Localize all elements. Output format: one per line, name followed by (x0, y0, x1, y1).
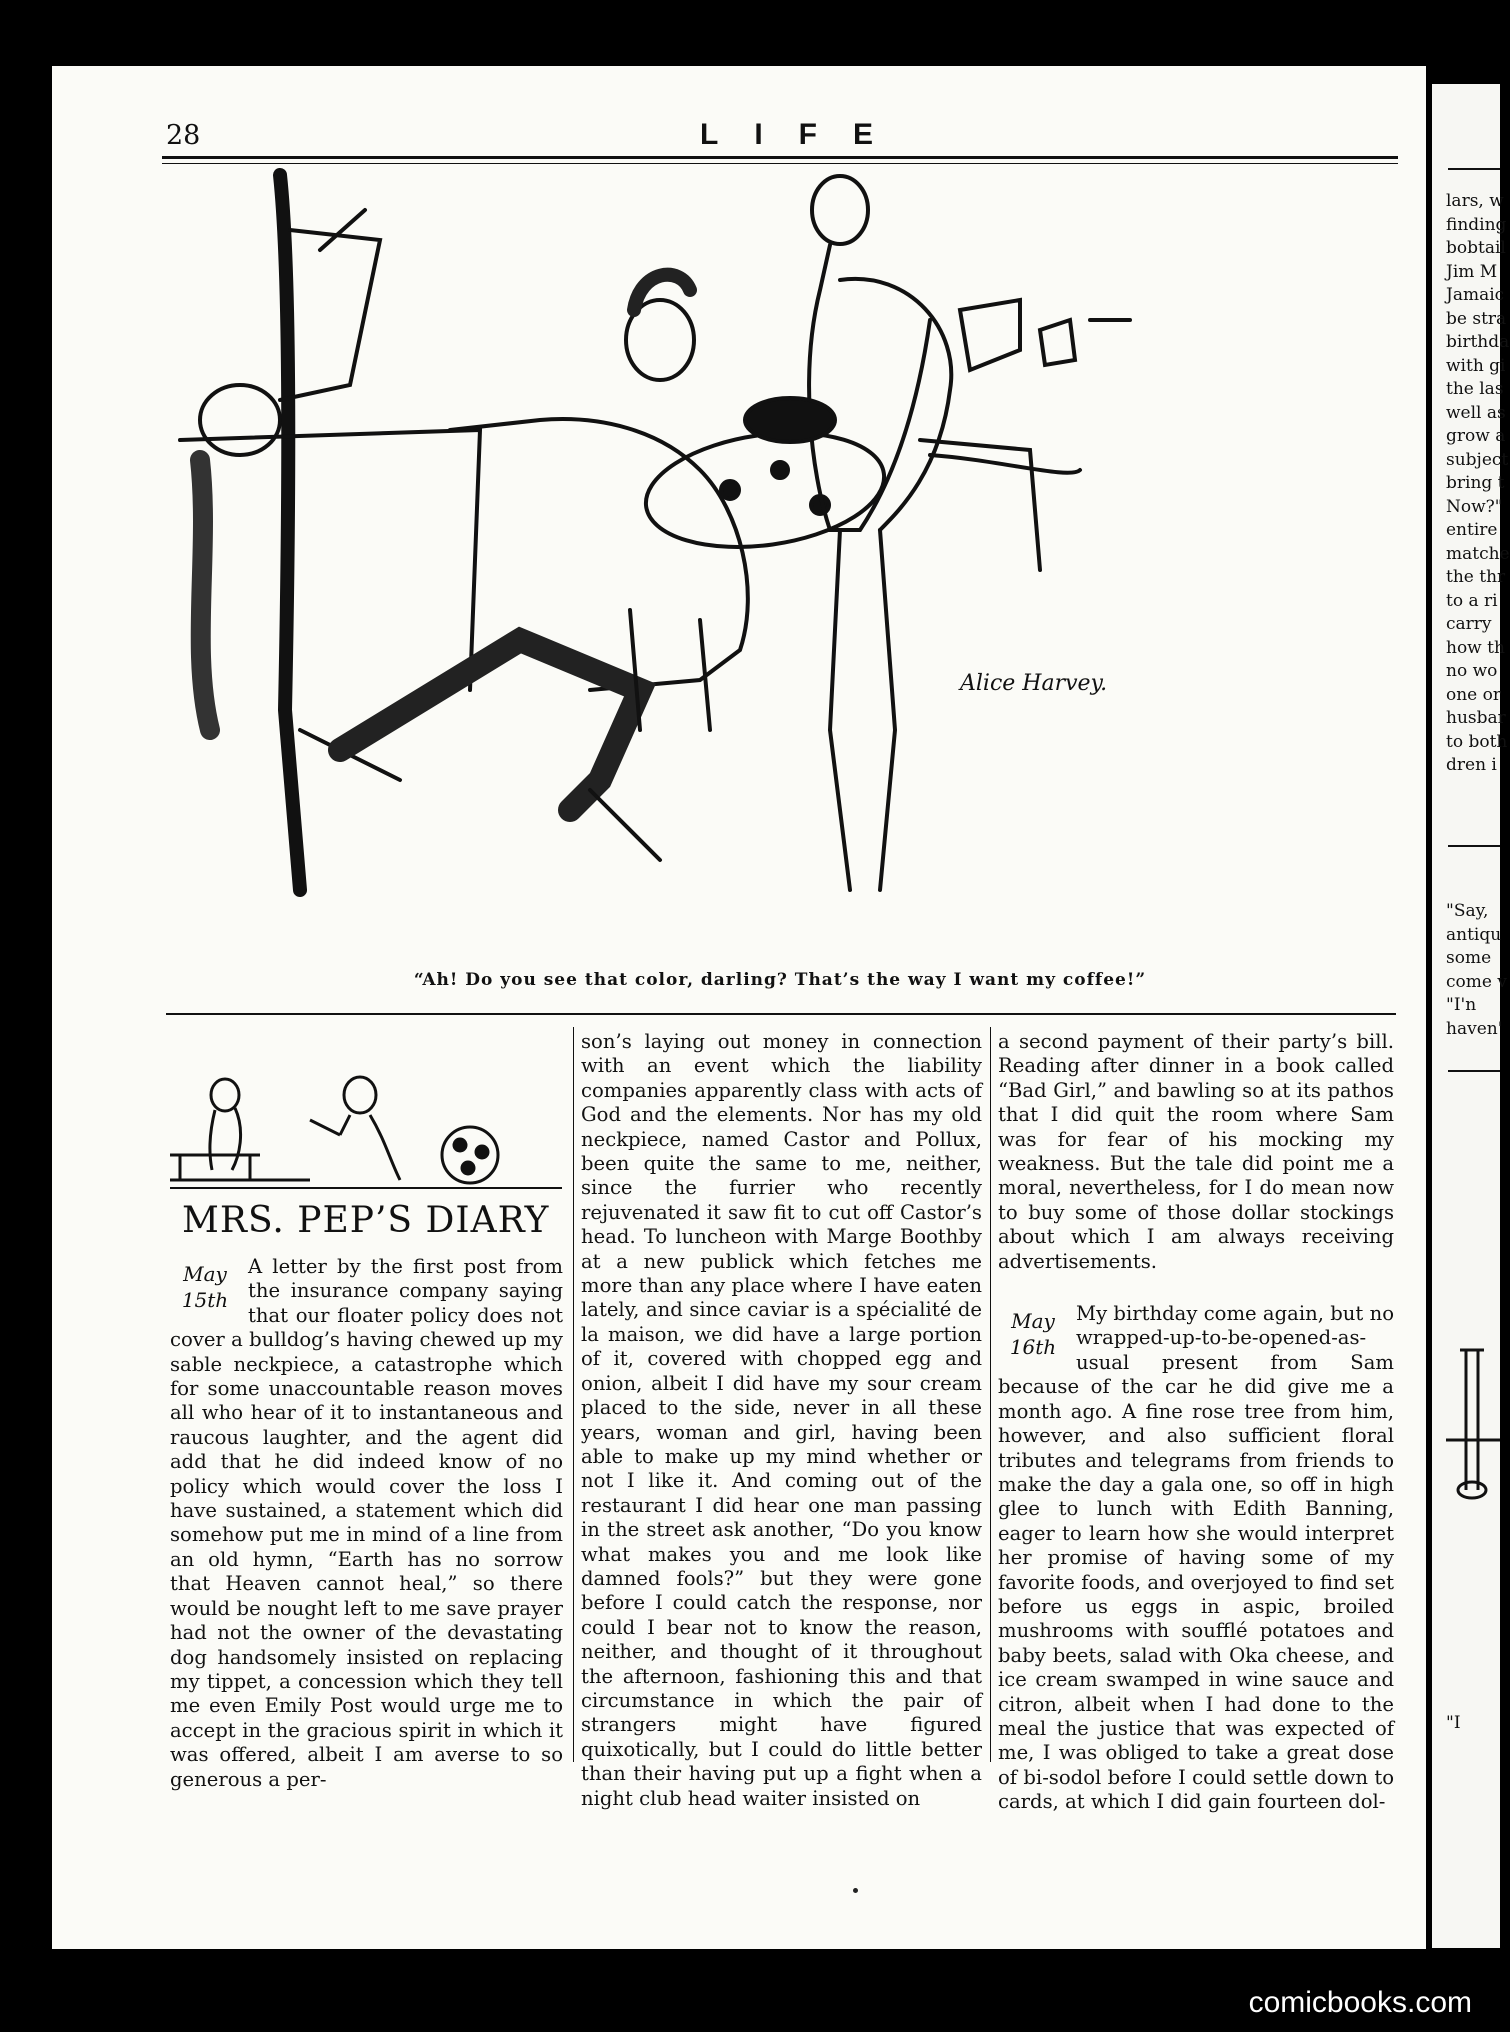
masthead: LIFE (700, 118, 909, 151)
adjacent-line: "I'n (1446, 995, 1477, 1015)
article-column-1 (170, 1255, 563, 1792)
adjacent-line: "Say, (1446, 901, 1489, 921)
adjacent-line: Jamaic (1446, 285, 1505, 305)
adjacent-line: be stra (1446, 308, 1507, 329)
entry2-date-month: May (1011, 1309, 1055, 1334)
adjacent-illustration (1446, 1340, 1500, 1500)
header-rule-thick (162, 156, 1398, 159)
adjacent-line: haven' (1446, 1018, 1503, 1039)
adjacent-line: bobtail (1446, 238, 1506, 258)
adjacent-line: grow a (1446, 426, 1506, 446)
adjacent-line: bring t (1446, 473, 1505, 493)
article-title: MRS. PEP’S DIARY (182, 1200, 550, 1241)
entry1-date (170, 1261, 240, 1313)
entry1-paragraph-part3: a second payment of their party’s bill. Reading after dinner in a book called “Bad Girl,” and bawling so at its pathos that I did quit the room where Sam was for fear of his mocking my weakness. But the tale did point me a moral, nevertheless, for I do mean now to buy some of those dollar stockings about which I am always receiving advertisements. (998, 1030, 1394, 1273)
entry1-paragraph-part2: son’s laying out money in connection with an event which the liability companies apparently class with acts of God and the elements. Nor has my old neckpiece, named Castor and Pollux, been quite the same to me, neither, since the furrier who recently rejuvenated it saw fit to cut off Castor’s head. To luncheon with Marge Boothby at a new publick which fetches me more than any place where I have eaten lately, and since caviar is a spécialité de la maison, we did have a large portion of it, covered with chopped egg and onion, albeit I did have my sour cream placed to the side, never in all these years, woman and girl, having been able to make up my mind whether or not I like it. And coming out of the restaurant I did hear one man passing in the street ask another, “Do you know what makes you and me look like damned fools?” but they were gone before I could catch the response, nor could I bear not to know the reason, neither, and thought of it throughout the afternoon, fashioning this and that circumstance in which the pair of strangers might have figured quixotically, but I could do little better than their having put up a fight when a night club head waiter insisted on (581, 1030, 982, 1810)
entry1-date-day: 15th (181, 1288, 229, 1312)
adjacent-line: with gi (1446, 355, 1506, 376)
adjacent-line: dren i (1446, 755, 1497, 775)
adjacent-line: birthda (1446, 332, 1510, 352)
column-divider-2 (990, 1027, 991, 1762)
article-column-3 (998, 1030, 1394, 1815)
adjacent-line: to a ri (1446, 590, 1498, 611)
artist-signature: Alice Harvey. (960, 671, 1108, 696)
entry1-paragraph-part1: A letter by the first post from the insurance company saying that our floater policy does not cover a bulldog’s having chewed up my sable neckpiece, a catastrophe which for some unaccountable reason moves all who hear of it to instantaneous and raucous laughter, and the agent did add that he did indeed know of no policy which would cover the loss I have sustained, a statement which did somehow put me in mind of a line from an old hymn, “Earth has no sorrow that Heaven cannot heal,” so there would be nought left to me save prayer had not the owner of the devastating dog handsomely insisted on replacing my tippet, a concession which they tell me even Emily Post would urge me to accept in the gracious spirit in which it was offered, albeit I am averse to so generous a per- (170, 1255, 563, 1791)
adjacent-line: some (1446, 948, 1492, 968)
adjacent-line: subject (1446, 449, 1509, 470)
adjacent-line: come v (1446, 971, 1507, 992)
page-ornament-dot (853, 1888, 858, 1893)
adjacent-line: no wo (1446, 661, 1498, 681)
adjacent-line: Jim M (1446, 261, 1498, 282)
entry2-date (998, 1308, 1068, 1360)
cartoon-illustration (140, 170, 1400, 950)
header-rule-thin (162, 163, 1398, 164)
adjacent-line: how th (1446, 637, 1505, 658)
adjacent-line: lars, w (1446, 191, 1504, 211)
adjacent-rule-2 (1448, 845, 1500, 847)
adjacent-column-bottom (1446, 1712, 1461, 1736)
article-column-2 (581, 1030, 982, 1811)
adjacent-line: the las (1446, 379, 1504, 399)
adjacent-line: entire (1446, 520, 1498, 540)
adjacent-line: Now?" (1446, 496, 1503, 517)
adjacent-rule-1 (1448, 168, 1500, 170)
adjacent-line: one or (1446, 684, 1502, 705)
adjacent-column-top (1446, 190, 1510, 778)
diary-header-illustration (170, 1060, 562, 1190)
adjacent-line: "I (1446, 1713, 1461, 1733)
watermark: comicbooks.com (1248, 1986, 1472, 2019)
entry1-date-month: May (183, 1262, 227, 1286)
adjacent-line: to both (1446, 731, 1508, 752)
entry2-date-day: 16th (1009, 1335, 1057, 1360)
cartoon-caption: “Ah! Do you see that color, darling? That’s the way I want my coffee!” (413, 970, 1147, 990)
adjacent-line: the thr (1446, 567, 1506, 587)
entry2-paragraph: My birthday come again, but no wrapped-up-to-be-opened-as-usual present from Sam because of the car he did give me a month ago. A fine rose tree from him, however, and also sufficient floral tributes and telegrams from friends to make the day a gala one, so off in high glee to lunch with Edith Banning, eager to learn how she would interpret her promise of having some of my favorite foods, and overjoyed to find set before us eggs in aspic, broiled mushrooms with soufflé potatoes and baby beets, salad with Oka cheese, and ice cream swamped in wine sauce and citron, albeit when I had done to the meal the justice that was expected of me, I was obliged to take a great dose of bi-sodol before I could settle down to cards, at which I did gain fourteen dol- (998, 1302, 1394, 1814)
caption-rule (166, 1013, 1396, 1015)
adjacent-line: husbar (1446, 708, 1506, 728)
adjacent-line: well as (1446, 402, 1506, 423)
adjacent-line: carry (1446, 614, 1492, 634)
adjacent-rule-3 (1448, 1070, 1500, 1072)
adjacent-column-mid (1446, 900, 1507, 1041)
column-divider-1 (573, 1027, 574, 1762)
page-number: 28 (166, 120, 201, 151)
adjacent-line: matche (1446, 543, 1510, 564)
adjacent-line: antiqu (1446, 924, 1502, 945)
adjacent-line: finding (1446, 214, 1507, 235)
